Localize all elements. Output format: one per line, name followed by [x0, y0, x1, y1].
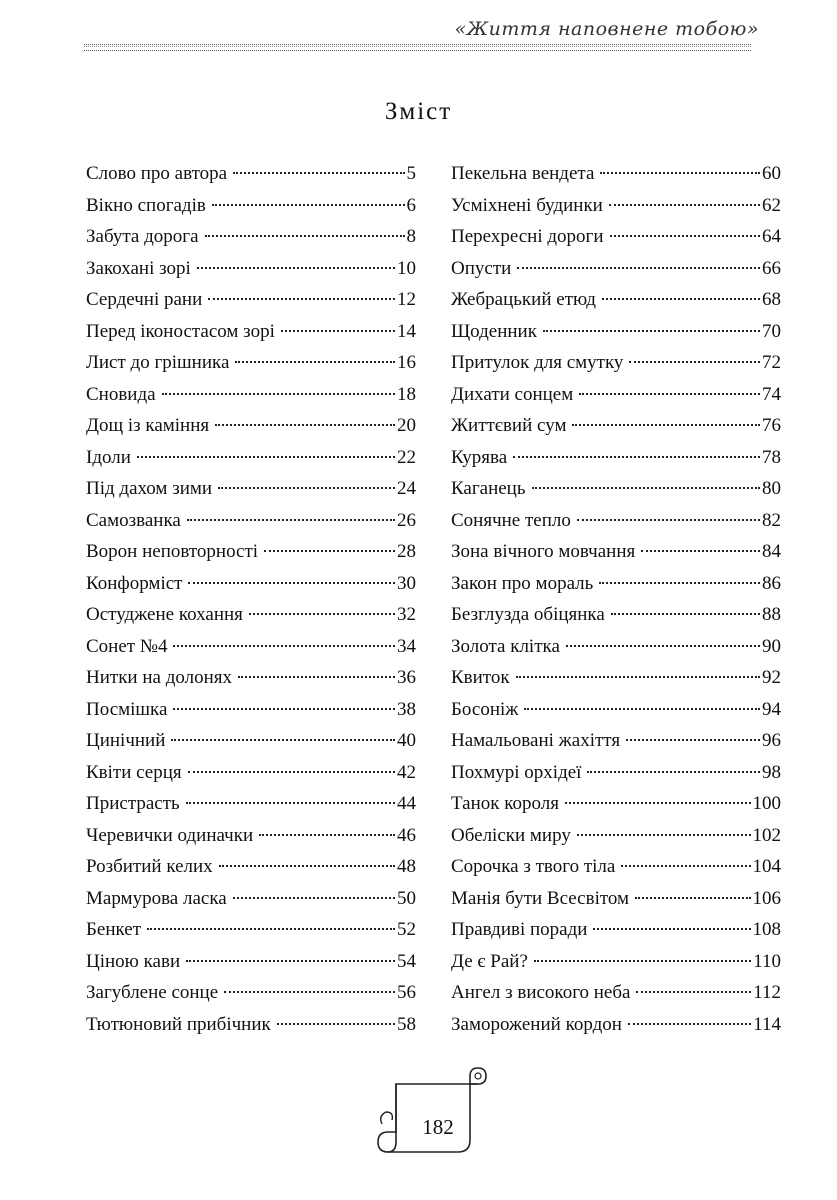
toc-entry-title: Дихати сонцем — [451, 383, 574, 405]
toc-entry-title: Зона вічного мовчання — [451, 541, 636, 562]
dot-leader — [162, 393, 395, 395]
toc-entry-title: Опусти — [451, 257, 512, 279]
toc-entry — [451, 1009, 781, 1041]
toc-entry-page: 14 — [397, 320, 416, 342]
toc-entry-page: 60 — [762, 163, 781, 184]
toc-entry-title: Усміхнені будинки — [451, 194, 603, 216]
toc-entry-page: 26 — [397, 509, 416, 531]
dot-leader — [281, 330, 395, 332]
toc-entry-title: Квіти серця — [86, 761, 182, 783]
toc-entry — [451, 316, 781, 348]
toc-entry-title: Каганець — [451, 478, 526, 499]
toc-entry-page: 48 — [397, 856, 416, 877]
dot-leader — [259, 834, 395, 836]
toc-entry — [451, 914, 781, 946]
toc-entry — [451, 599, 781, 631]
dot-leader — [137, 456, 395, 458]
dot-leader — [513, 456, 760, 458]
dot-leader — [566, 645, 760, 647]
toc-entry-title: Сорочка з твого тіла — [451, 856, 616, 877]
header-rule — [84, 44, 751, 51]
toc-entry-page: 8 — [406, 226, 416, 247]
dot-leader — [543, 330, 760, 332]
toc-entry-page: 50 — [397, 887, 416, 909]
toc-entry — [86, 757, 416, 789]
toc-entry-page: 112 — [753, 982, 781, 1003]
toc-entry — [451, 788, 781, 820]
toc-entry-title: Перед іконостасом зорі — [86, 320, 275, 342]
toc-title: Зміст — [384, 98, 453, 125]
toc-entry-page: 84 — [762, 541, 781, 562]
dot-leader — [635, 897, 750, 899]
toc-entry — [86, 631, 416, 663]
dot-leader — [215, 424, 395, 426]
toc-entry-page: 66 — [762, 257, 781, 279]
toc-entry-title: Бенкет — [86, 919, 142, 940]
toc-entry-page: 86 — [762, 572, 781, 594]
toc-entry — [86, 253, 416, 285]
toc-entry — [451, 725, 781, 757]
toc-entry — [86, 977, 416, 1009]
toc-entry — [451, 158, 781, 190]
toc-entry-title: Посмішка — [86, 698, 168, 720]
toc-entry-title: Ворон неповторності — [86, 541, 259, 562]
dot-leader — [197, 267, 395, 269]
toc-entry-page: 108 — [752, 919, 781, 940]
toc-entry-title: Закон про мораль — [451, 572, 594, 594]
toc-entry-title: Пристрасть — [86, 793, 180, 814]
toc-entry — [451, 284, 781, 316]
toc-entry-title: Сонячне тепло — [451, 509, 571, 531]
toc-entry — [451, 253, 781, 285]
toc-entry — [86, 788, 416, 820]
toc-entry-page: 76 — [762, 415, 781, 436]
toc-entry-page: 58 — [397, 1013, 416, 1035]
toc-entry — [451, 631, 781, 663]
toc-entry — [86, 820, 416, 852]
toc-entry-page: 28 — [397, 541, 416, 562]
toc-entry-page: 54 — [397, 950, 416, 972]
toc-entry — [451, 820, 781, 852]
toc-entry-page: 20 — [397, 415, 416, 436]
dot-leader — [534, 960, 751, 962]
toc-entry-page: 102 — [752, 824, 781, 846]
toc-entry-title: Босоніж — [451, 698, 519, 720]
dot-leader — [233, 897, 395, 899]
toc-entry-title: Обеліски миру — [451, 824, 571, 846]
dot-leader — [524, 708, 760, 710]
dot-leader — [516, 676, 760, 678]
toc-entry-title: Дощ із каміння — [86, 415, 210, 436]
toc-entry — [451, 946, 781, 978]
toc-entry — [86, 473, 416, 505]
toc-entry-title: Тютюновий прибічник — [86, 1013, 271, 1035]
toc-entry-title: Сердечні рани — [86, 289, 203, 310]
dot-leader — [186, 802, 395, 804]
toc-entry-page: 44 — [397, 793, 416, 814]
toc-entry-title: Життєвий сум — [451, 415, 567, 436]
toc-entry-title: Сновида — [86, 383, 156, 405]
toc-entry-page: 90 — [762, 635, 781, 657]
toc-entry-title: Мармурова ласка — [86, 887, 227, 909]
toc-entry-title: Намальовані жахіття — [451, 730, 621, 751]
dot-leader — [147, 928, 395, 930]
toc-entry — [86, 914, 416, 946]
dot-leader — [171, 739, 395, 741]
toc-entry-page: 36 — [397, 667, 416, 688]
toc-entry — [86, 284, 416, 316]
dot-leader — [602, 298, 760, 300]
dot-leader — [188, 582, 395, 584]
toc-entry-page: 42 — [397, 761, 416, 783]
toc-entry-title: Золота клітка — [451, 635, 560, 657]
toc-entry-title: Конформіст — [86, 572, 183, 594]
toc-entry-page: 38 — [397, 698, 416, 720]
toc-entry-title: Курява — [451, 446, 508, 468]
toc-entry — [86, 158, 416, 190]
dot-leader — [173, 645, 395, 647]
toc-entry-title: Ціною кави — [86, 950, 181, 972]
toc-entry-page: 82 — [762, 509, 781, 531]
toc-right-column — [451, 158, 781, 1040]
dot-leader — [235, 361, 395, 363]
toc-entry-page: 72 — [762, 352, 781, 373]
toc-entry-page: 22 — [397, 446, 416, 468]
toc-entry-page: 94 — [762, 698, 781, 720]
toc-entry — [86, 883, 416, 915]
toc-entry-page: 24 — [397, 478, 416, 499]
toc-entry-page: 78 — [762, 446, 781, 468]
toc-entry — [86, 505, 416, 537]
toc-entry-page: 92 — [762, 667, 781, 688]
dot-leader — [277, 1023, 395, 1025]
toc-entry — [451, 977, 781, 1009]
toc-entry — [451, 851, 781, 883]
toc-entry-page: 10 — [397, 257, 416, 279]
dot-leader — [224, 991, 395, 993]
toc-entry-title: Квиток — [451, 667, 510, 688]
toc-entry-title: Закохані зорі — [86, 257, 191, 279]
toc-entry-title: Цинічний — [86, 730, 166, 751]
dot-leader — [610, 235, 760, 237]
toc-entry — [86, 1009, 416, 1041]
toc-entry-page: 18 — [397, 383, 416, 405]
dot-leader — [609, 204, 760, 206]
dot-leader — [205, 235, 405, 237]
dot-leader — [628, 1023, 751, 1025]
dot-leader — [218, 487, 395, 489]
toc-entry-page: 74 — [762, 383, 781, 405]
toc-entry — [451, 473, 781, 505]
toc-entry — [451, 505, 781, 537]
dot-leader — [572, 424, 760, 426]
toc-entry-page: 114 — [753, 1013, 781, 1035]
dot-leader — [636, 991, 751, 993]
toc-entry-title: Пекельна вендета — [451, 163, 595, 184]
dot-leader — [233, 172, 404, 174]
dot-leader — [208, 298, 395, 300]
toc-entry-title: Щоденник — [451, 320, 537, 342]
dot-leader — [219, 865, 395, 867]
toc-entry — [86, 662, 416, 694]
toc-entry — [86, 694, 416, 726]
toc-entry-title: Загублене сонце — [86, 982, 219, 1003]
toc-entry — [86, 851, 416, 883]
dot-leader — [626, 739, 760, 741]
toc-entry-page: 16 — [397, 352, 416, 373]
toc-entry — [451, 410, 781, 442]
toc-entry — [451, 379, 781, 411]
toc-entry — [451, 883, 781, 915]
dot-leader — [641, 550, 760, 552]
toc-entry — [86, 190, 416, 222]
scroll-ornament-icon — [374, 1062, 498, 1158]
toc-entry-page: 40 — [397, 730, 416, 751]
toc-entry-title: Заморожений кордон — [451, 1013, 622, 1035]
toc-entry — [451, 347, 781, 379]
dot-leader — [249, 613, 395, 615]
dot-leader — [593, 928, 750, 930]
toc-entry-page: 104 — [752, 856, 781, 877]
dot-leader — [577, 834, 751, 836]
toc-entry-title: Лист до грішника — [86, 352, 230, 373]
toc-entry-title: Безглузда обіцянка — [451, 604, 605, 625]
toc-entry-page: 98 — [762, 761, 781, 783]
toc-entry — [86, 316, 416, 348]
toc-entry-page: 56 — [397, 982, 416, 1003]
toc-entry-title: Притулок для смутку — [451, 352, 624, 373]
toc-entry-page: 52 — [397, 919, 416, 940]
toc-entry — [86, 536, 416, 568]
dot-leader — [629, 361, 760, 363]
toc-entry — [86, 725, 416, 757]
toc-entry — [451, 568, 781, 600]
dot-leader — [238, 676, 395, 678]
toc-entry — [86, 379, 416, 411]
toc-entry-page: 62 — [762, 194, 781, 216]
dot-leader — [600, 172, 760, 174]
toc-entry-title: Похмурі орхідеї — [451, 761, 582, 783]
dot-leader — [579, 393, 760, 395]
toc-entry-title: Правдиві поради — [451, 919, 588, 940]
toc-entry-page: 34 — [397, 635, 416, 657]
toc-entry-title: Танок короля — [451, 793, 559, 814]
toc-entry — [86, 221, 416, 253]
toc-entry — [86, 599, 416, 631]
dot-leader — [565, 802, 751, 804]
toc-entry-title: Черевички одиначки — [86, 824, 254, 846]
toc-entry-page: 80 — [762, 478, 781, 499]
toc-entry-title: Де є Рай? — [451, 950, 528, 972]
toc-entry-page: 96 — [762, 730, 781, 751]
toc-entry-page: 64 — [762, 226, 781, 247]
toc-entry — [86, 347, 416, 379]
toc-entry — [451, 757, 781, 789]
toc-entry-title: Самозванка — [86, 509, 181, 531]
page-number: 182 — [422, 1115, 454, 1139]
toc-entry-page: 30 — [397, 572, 416, 594]
dot-leader — [187, 519, 395, 521]
toc-entry — [86, 410, 416, 442]
dot-leader — [599, 582, 760, 584]
toc-entry-title: Розбитий келих — [86, 856, 213, 877]
dot-leader — [188, 771, 395, 773]
toc-entry — [451, 190, 781, 222]
toc-entry-page: 110 — [753, 950, 781, 972]
dot-leader — [517, 267, 760, 269]
toc-entry-title: Манія бути Всесвітом — [451, 887, 630, 909]
toc-entry-page: 106 — [752, 887, 781, 909]
toc-entry — [451, 536, 781, 568]
toc-entry — [451, 221, 781, 253]
dot-leader — [186, 960, 395, 962]
toc-entry-page: 88 — [762, 604, 781, 625]
toc-entry-title: Жебрацький етюд — [451, 289, 596, 310]
toc-entry-page: 68 — [762, 289, 781, 310]
toc-entry — [86, 442, 416, 474]
toc-entry-page: 100 — [752, 793, 781, 814]
toc-entry-page: 5 — [406, 163, 416, 184]
toc-entry — [451, 442, 781, 474]
toc-entry-page: 6 — [406, 194, 416, 216]
toc-left-column — [86, 158, 416, 1040]
dot-leader — [173, 708, 395, 710]
dot-leader — [264, 550, 395, 552]
toc-entry — [451, 694, 781, 726]
dot-leader — [212, 204, 405, 206]
toc-entry-page: 32 — [397, 604, 416, 625]
toc-entry-title: Остуджене кохання — [86, 604, 243, 625]
toc-entry-title: Слово про автора — [86, 163, 228, 184]
toc-entry-title: Ангел з високого неба — [451, 982, 631, 1003]
toc-entry-title: Сонет №4 — [86, 635, 168, 657]
toc-entry-title: Під дахом зими — [86, 478, 213, 499]
toc-entry — [86, 946, 416, 978]
toc-entry-title: Нитки на долонях — [86, 667, 232, 688]
toc-entry-page: 12 — [397, 289, 416, 310]
toc-entry — [451, 662, 781, 694]
dot-leader — [587, 771, 760, 773]
running-header: «Життя наповнене тобою» — [454, 18, 759, 40]
toc-entry-page: 70 — [762, 320, 781, 342]
dot-leader — [532, 487, 760, 489]
toc-entry-title: Вікно спогадів — [86, 194, 206, 216]
dot-leader — [621, 865, 750, 867]
toc-entry-page: 46 — [397, 824, 416, 846]
dot-leader — [611, 613, 760, 615]
dot-leader — [577, 519, 760, 521]
toc-entry-title: Перехресні дороги — [451, 226, 604, 247]
toc-entry-title: Ідоли — [86, 446, 131, 468]
toc-entry-title: Забута дорога — [86, 226, 199, 247]
toc-entry — [86, 568, 416, 600]
